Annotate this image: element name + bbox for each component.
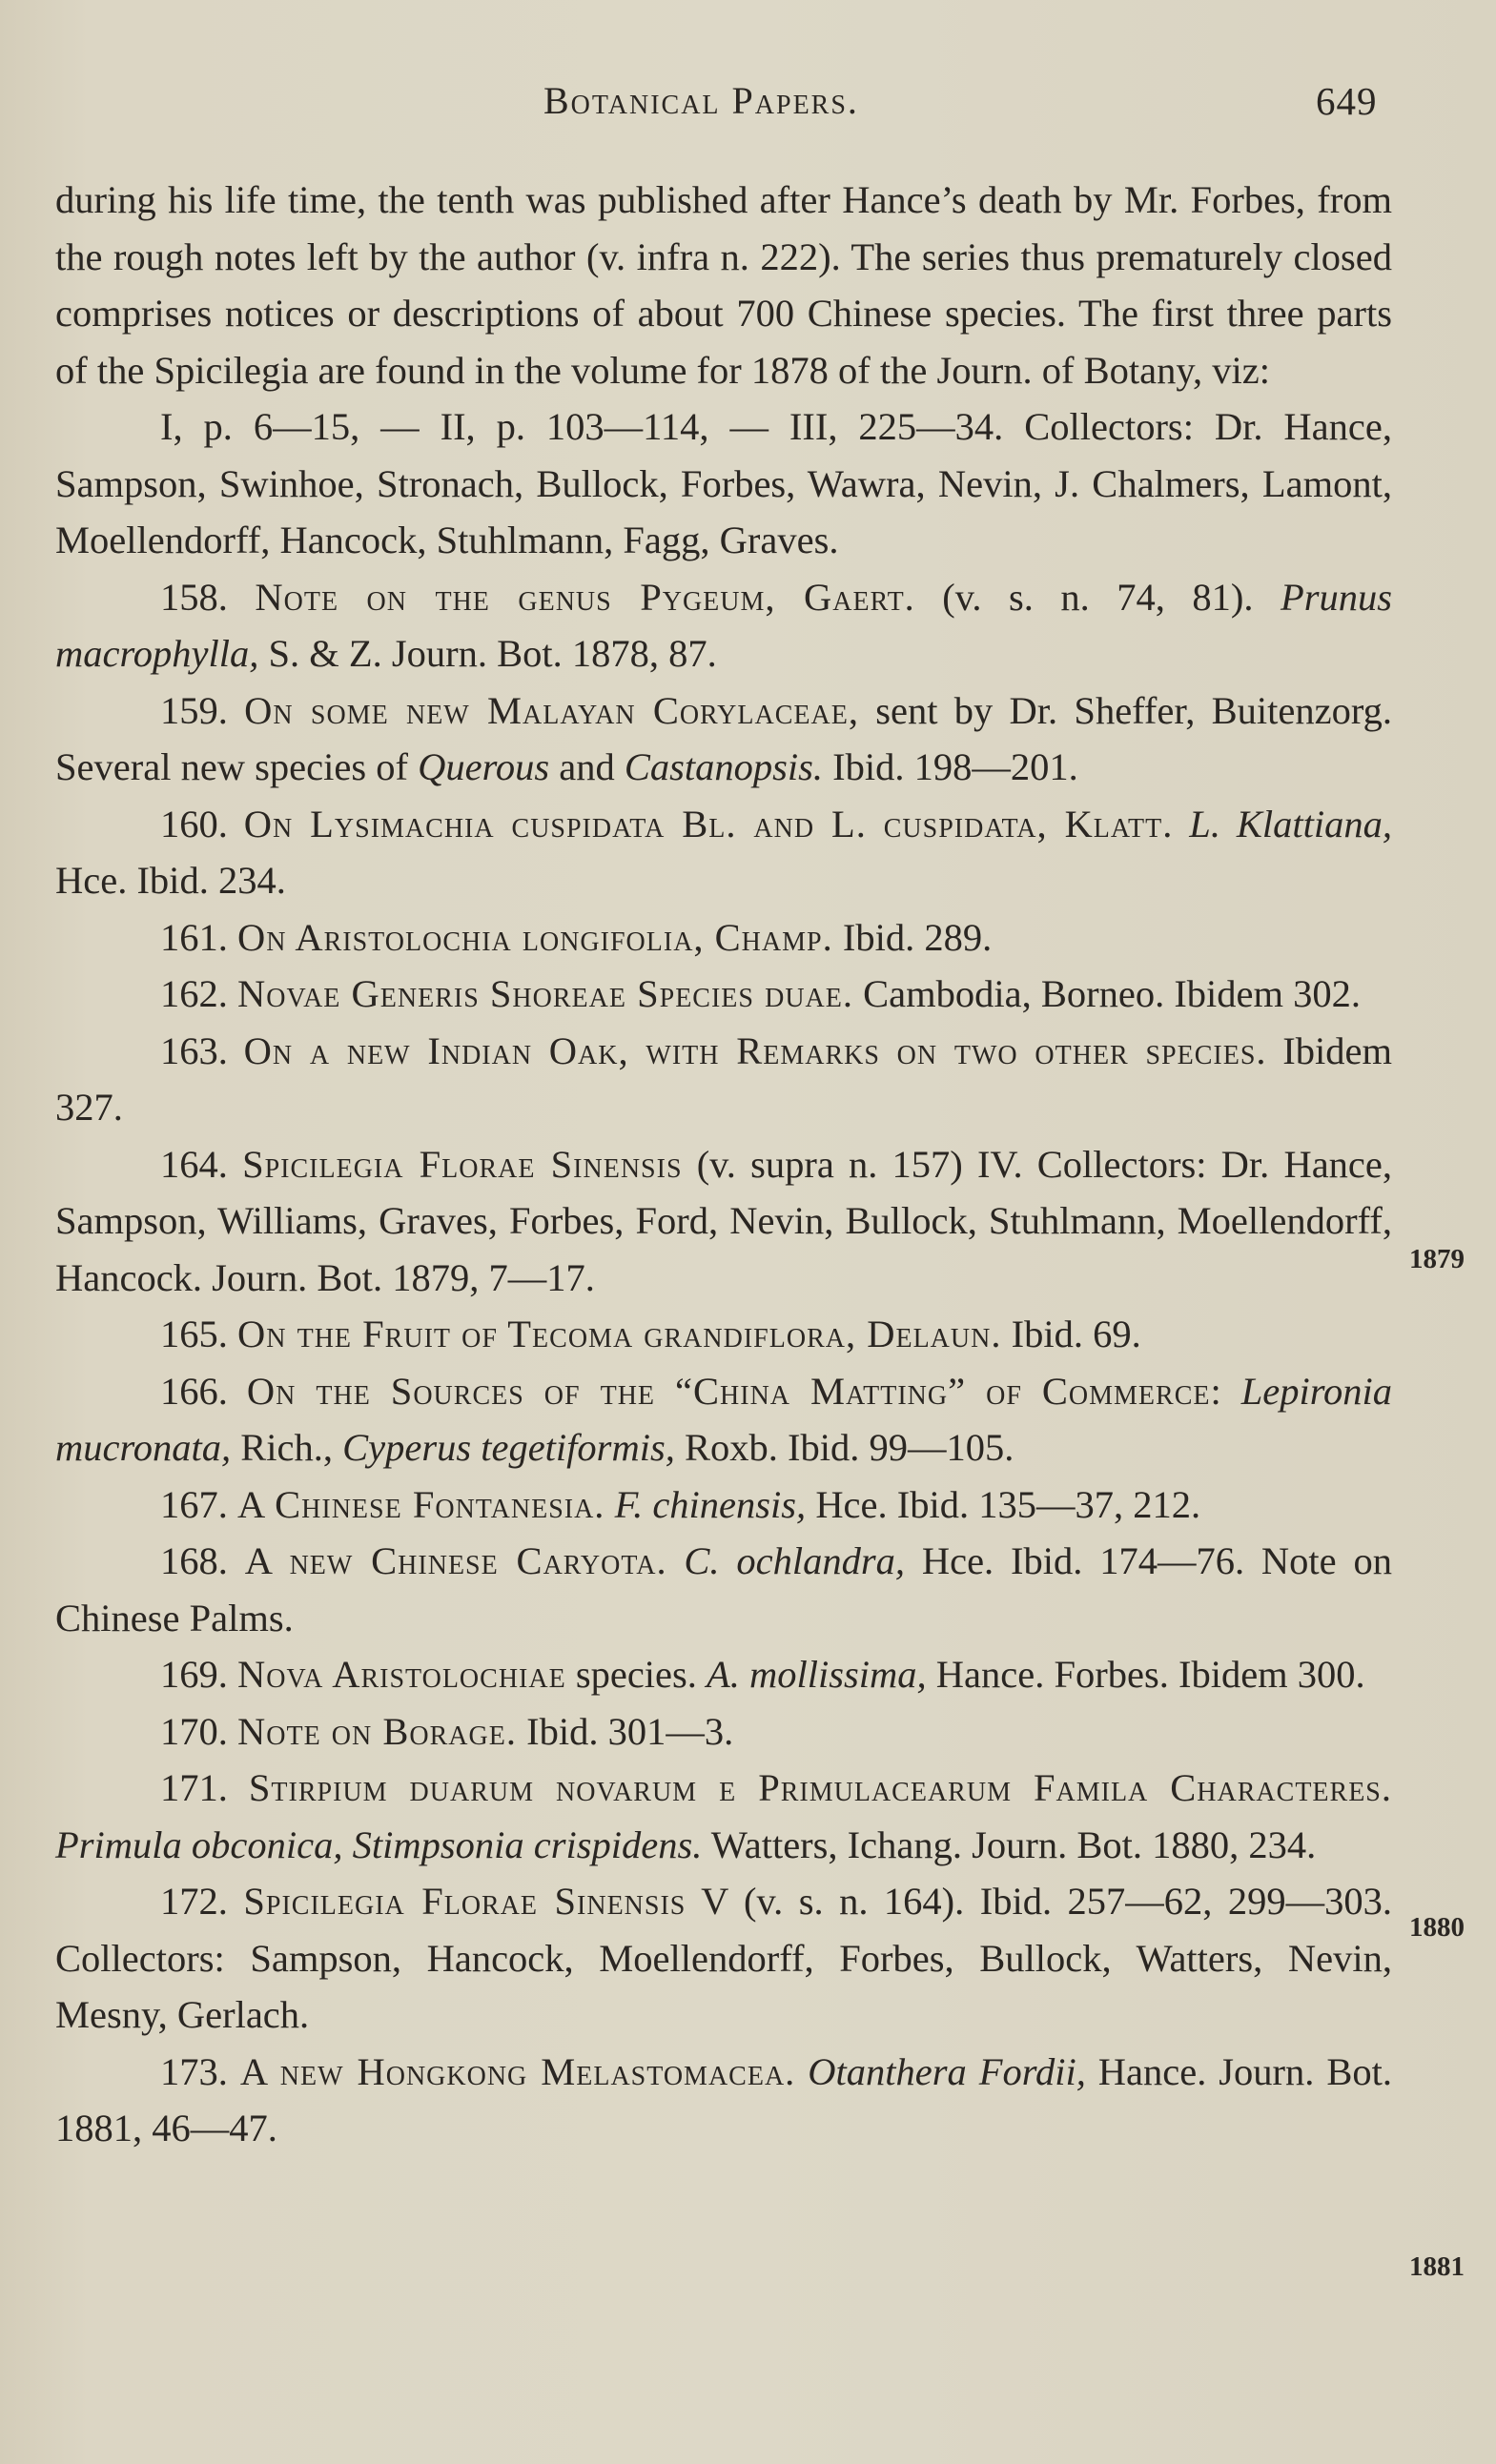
- species-name: F. chinensis,: [614, 1482, 807, 1526]
- entry-text: Watters, Ichang. Journ. Bot. 1880, 234.: [702, 1823, 1317, 1866]
- entry-number: 158.: [160, 575, 228, 619]
- entry-text: species.: [565, 1653, 707, 1696]
- genus-name: Castanopsis.: [624, 745, 824, 788]
- entry-text: (v. s. n. 74, 81).: [914, 575, 1281, 619]
- entry-171: [55, 1760, 1392, 1873]
- entry-text: Rich.,: [231, 1426, 343, 1469]
- entry-number: 167.: [160, 1482, 228, 1526]
- entry-title: Note on the genus Pygeum, Gaert.: [255, 575, 915, 619]
- entry-160: [55, 796, 1392, 909]
- page-number: 649: [1316, 79, 1378, 123]
- entry-title: On Aristolochia longifolia, Champ.: [237, 915, 833, 959]
- entry-title: A new Chinese Caryota.: [244, 1539, 667, 1582]
- entry-165: [55, 1306, 1392, 1363]
- entry-text: Hce. Ibid. 234.: [55, 859, 286, 902]
- entry-number: 159.: [160, 688, 228, 732]
- entry-title: On the Fruit of Tecoma grandiflora, Delaun.: [237, 1313, 1002, 1355]
- entry-162: [55, 966, 1392, 1023]
- entry-number: 165.: [160, 1313, 228, 1355]
- entry-text: Roxb. Ibid. 99—105.: [674, 1426, 1014, 1469]
- entry-161: [55, 909, 1392, 967]
- genus-name: Querous: [418, 745, 550, 788]
- entry-text: Ibid. 69.: [1001, 1313, 1141, 1355]
- entry-number: 164.: [160, 1142, 228, 1186]
- entry-167: [55, 1476, 1392, 1534]
- entry-number: 173.: [160, 2049, 228, 2093]
- entry-173: [55, 2044, 1392, 2157]
- entry-text: Ibid. 198—201.: [823, 745, 1078, 788]
- entry-text: S. & Z. Journ. Bot. 1878, 87.: [258, 632, 717, 675]
- species-name: C. ochlandra,: [684, 1539, 906, 1582]
- body-text: [55, 172, 1392, 2157]
- entry-title: Nova Aristolochiae: [237, 1653, 566, 1696]
- entry-title: Spicilegia Florae Sinensis: [243, 1880, 687, 1923]
- entry-text: [1222, 1370, 1241, 1413]
- entry-number: 163.: [160, 1028, 228, 1072]
- entry-text: Hce. Ibid. 174—76. Note on Chinese Palms.: [55, 1539, 1392, 1639]
- entry-text: Hance. Journ. Bot. 1881, 46—47.: [55, 2049, 1393, 2149]
- entry-number: 170.: [160, 1709, 228, 1753]
- entry-159: [55, 682, 1392, 796]
- species-name: Lepironia mucronata,: [55, 1369, 1393, 1469]
- entry-number: 172.: [160, 1880, 228, 1923]
- page-header: [0, 78, 1496, 135]
- entry-text: Ibid. 289.: [832, 915, 993, 959]
- margin-year-note: 1880: [1409, 1912, 1465, 1943]
- entry-number: 168.: [160, 1539, 228, 1582]
- entry-169: [55, 1646, 1392, 1703]
- entry-170: [55, 1703, 1392, 1761]
- species-name: A. mollissima,: [707, 1653, 927, 1696]
- entry-text: sent by Dr. Sheffer, Buitenzorg. Several new species of: [55, 688, 1392, 788]
- entry-text: [605, 1483, 614, 1526]
- species-name: L. Klattiana,: [1189, 802, 1393, 845]
- entry-title: On some new Malayan Corylaceae,: [244, 688, 859, 732]
- entry-number: 169.: [160, 1653, 228, 1696]
- entry-title: A new Hongkong Melastomacea.: [239, 2049, 796, 2093]
- entry-title: Note on Borage.: [237, 1709, 517, 1753]
- running-title: Botanical Papers.: [543, 79, 859, 122]
- entry-number: 166.: [160, 1369, 228, 1413]
- margin-year-note: 1881: [1409, 2251, 1465, 2282]
- entry-text: Cambodia, Borneo. Ibidem 302.: [853, 972, 1362, 1015]
- entry-title: Novae Generis Shoreae Species duae.: [237, 972, 853, 1015]
- entry-title: On Lysimachia cuspidata Bl. and L. cuspidata, Klatt.: [243, 802, 1174, 845]
- entry-number: 161.: [160, 915, 228, 959]
- entry-number: 160.: [160, 802, 228, 845]
- entry-text: [1173, 803, 1189, 845]
- entry-title: Stirpium duarum novarum e Primulacearum Famila Characteres.: [248, 1766, 1392, 1809]
- entry-text: Hce. Ibid. 135—37, 212.: [806, 1482, 1201, 1526]
- species-name: Otanthera Fordii,: [808, 2049, 1086, 2093]
- entry-text: (v. supra n. 157) IV. Collectors: Dr. Hance, Sampson, Williams, Graves, Forbes, Ford, Nevin, Bullock, Stuhlmann, Moellendorff, Hancock. Journ. Bot. 1879, 7—17.: [55, 1142, 1393, 1299]
- entry-166: [55, 1363, 1392, 1476]
- entry-172: [55, 1873, 1392, 2044]
- species-name: Primula obconica, Stimpsonia crispidens.: [55, 1823, 703, 1866]
- margin-year-note: 1879: [1409, 1244, 1465, 1274]
- entry-text: [795, 2050, 808, 2093]
- entry-text: Ibid. 301—3.: [516, 1709, 734, 1753]
- intro-paragraph: during his life time, the tenth was published after Hance’s death by Mr. Forbes, from the rough notes left by the author (v. infra n. 222). The series thus prematurely closed comprises notices or descriptions of about 700 Chinese species. The first three parts of the Spicilegia are found in the volume for 1878 of the Journ. of Botany, viz:: [55, 178, 1392, 392]
- entry-title: On the Sources of the “China Matting” of Commerce:: [246, 1369, 1222, 1413]
- species-name: Cyperus tegetiformis,: [342, 1426, 675, 1469]
- entry-title: A Chinese Fontanesia.: [237, 1482, 605, 1526]
- entry-number: 171.: [160, 1766, 228, 1809]
- entry-text: Hance. Forbes. Ibidem 300.: [926, 1653, 1365, 1696]
- entry-text: Ibidem 327.: [55, 1028, 1393, 1129]
- entry-number: 162.: [160, 972, 228, 1015]
- entry-title: Spicilegia Florae Sinensis: [242, 1142, 683, 1186]
- species-name: Prunus macrophylla,: [55, 575, 1392, 675]
- entry-158: [55, 569, 1392, 682]
- entry-168: [55, 1533, 1392, 1646]
- entry-title: On a new Indian Oak, with Remarks on two other species.: [243, 1028, 1267, 1072]
- entry-text: [667, 1539, 685, 1582]
- entry-text: V (v. s. n. 164). Ibid. 257—62, 299—303. Collectors: Sampson, Hancock, Moellendorff, Forbes, Bullock, Watters, Nevin, Mesny, Gerlach.: [55, 1880, 1392, 2036]
- entry-164: [55, 1136, 1392, 1307]
- collectors-paragraph: I, p. 6—15, — II, p. 103—114, — III, 225—34. Collectors: Dr. Hance, Sampson, Swinhoe, Stronach, Bullock, Forbes, Wawra, Nevin, J. Chalmers, Lamont, Moellendorff, Hancock, Stuhlmann, Fagg, Graves.: [55, 405, 1392, 561]
- entry-text: and: [549, 745, 625, 788]
- entry-163: [55, 1023, 1392, 1136]
